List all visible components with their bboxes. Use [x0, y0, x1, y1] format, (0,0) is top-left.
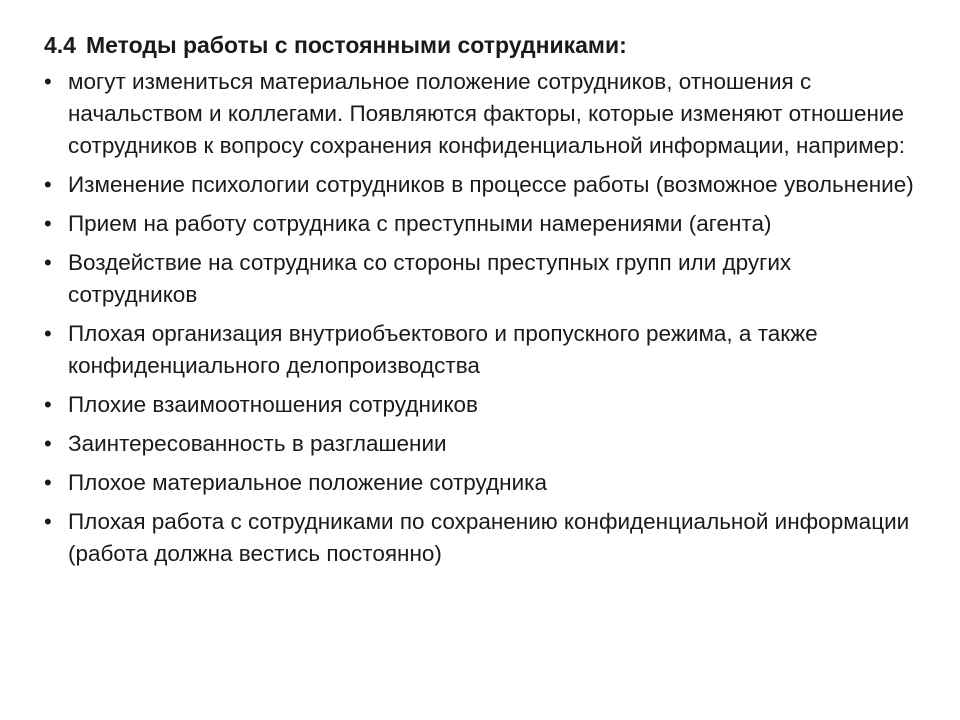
bullet-marker: •: [44, 321, 52, 346]
bullet-text: могут измениться материальное положение сотрудников, отношения с начальством и коллегами. Появляются факторы, которые изменяют отношение сотрудников к вопросу сохранения конфиденциальной информации, например:: [68, 69, 905, 158]
bullet-item: [44, 66, 924, 162]
bullet-text: Плохие взаимоотношения сотрудников: [68, 392, 479, 417]
bullet-text: Изменение психологии сотрудников в процессе работы (возможное увольнение): [68, 172, 914, 197]
slide-title: [44, 28, 924, 62]
bullet-text: Плохое материальное положение сотрудника: [68, 470, 548, 495]
bullet-list: [44, 66, 924, 570]
bullet-item: [44, 506, 924, 570]
bullet-item: [44, 467, 924, 499]
bullet-item: [44, 428, 924, 460]
bullet-marker: •: [44, 509, 52, 534]
bullet-item: [44, 208, 924, 240]
section-title: Методы работы с постоянными сотрудниками:: [85, 32, 627, 58]
bullet-item: [44, 318, 924, 382]
bullet-text: Заинтересованность в разглашении: [68, 431, 447, 456]
bullet-text: Прием на работу сотрудника с преступными намерениями (агента): [68, 211, 772, 236]
bullet-marker: •: [44, 250, 52, 275]
slide-content: [44, 28, 924, 577]
section-number: 4.4: [44, 32, 76, 58]
bullet-marker: •: [44, 211, 52, 236]
bullet-item: [44, 247, 924, 311]
bullet-text: Воздействие на сотрудника со стороны преступных групп или других сотрудников: [68, 250, 792, 307]
bullet-marker: •: [44, 69, 52, 94]
bullet-item: [44, 389, 924, 421]
bullet-text: Плохая организация внутриобъектового и пропускного режима, а также конфиденциального делопроизводства: [68, 321, 818, 378]
bullet-text: Плохая работа с сотрудниками по сохранению конфиденциальной информации (работа должна вестись постоянно): [68, 509, 910, 566]
bullet-marker: •: [44, 470, 52, 495]
bullet-marker: •: [44, 392, 52, 417]
bullet-marker: •: [44, 172, 52, 197]
bullet-marker: •: [44, 431, 52, 456]
bullet-item: [44, 169, 924, 201]
